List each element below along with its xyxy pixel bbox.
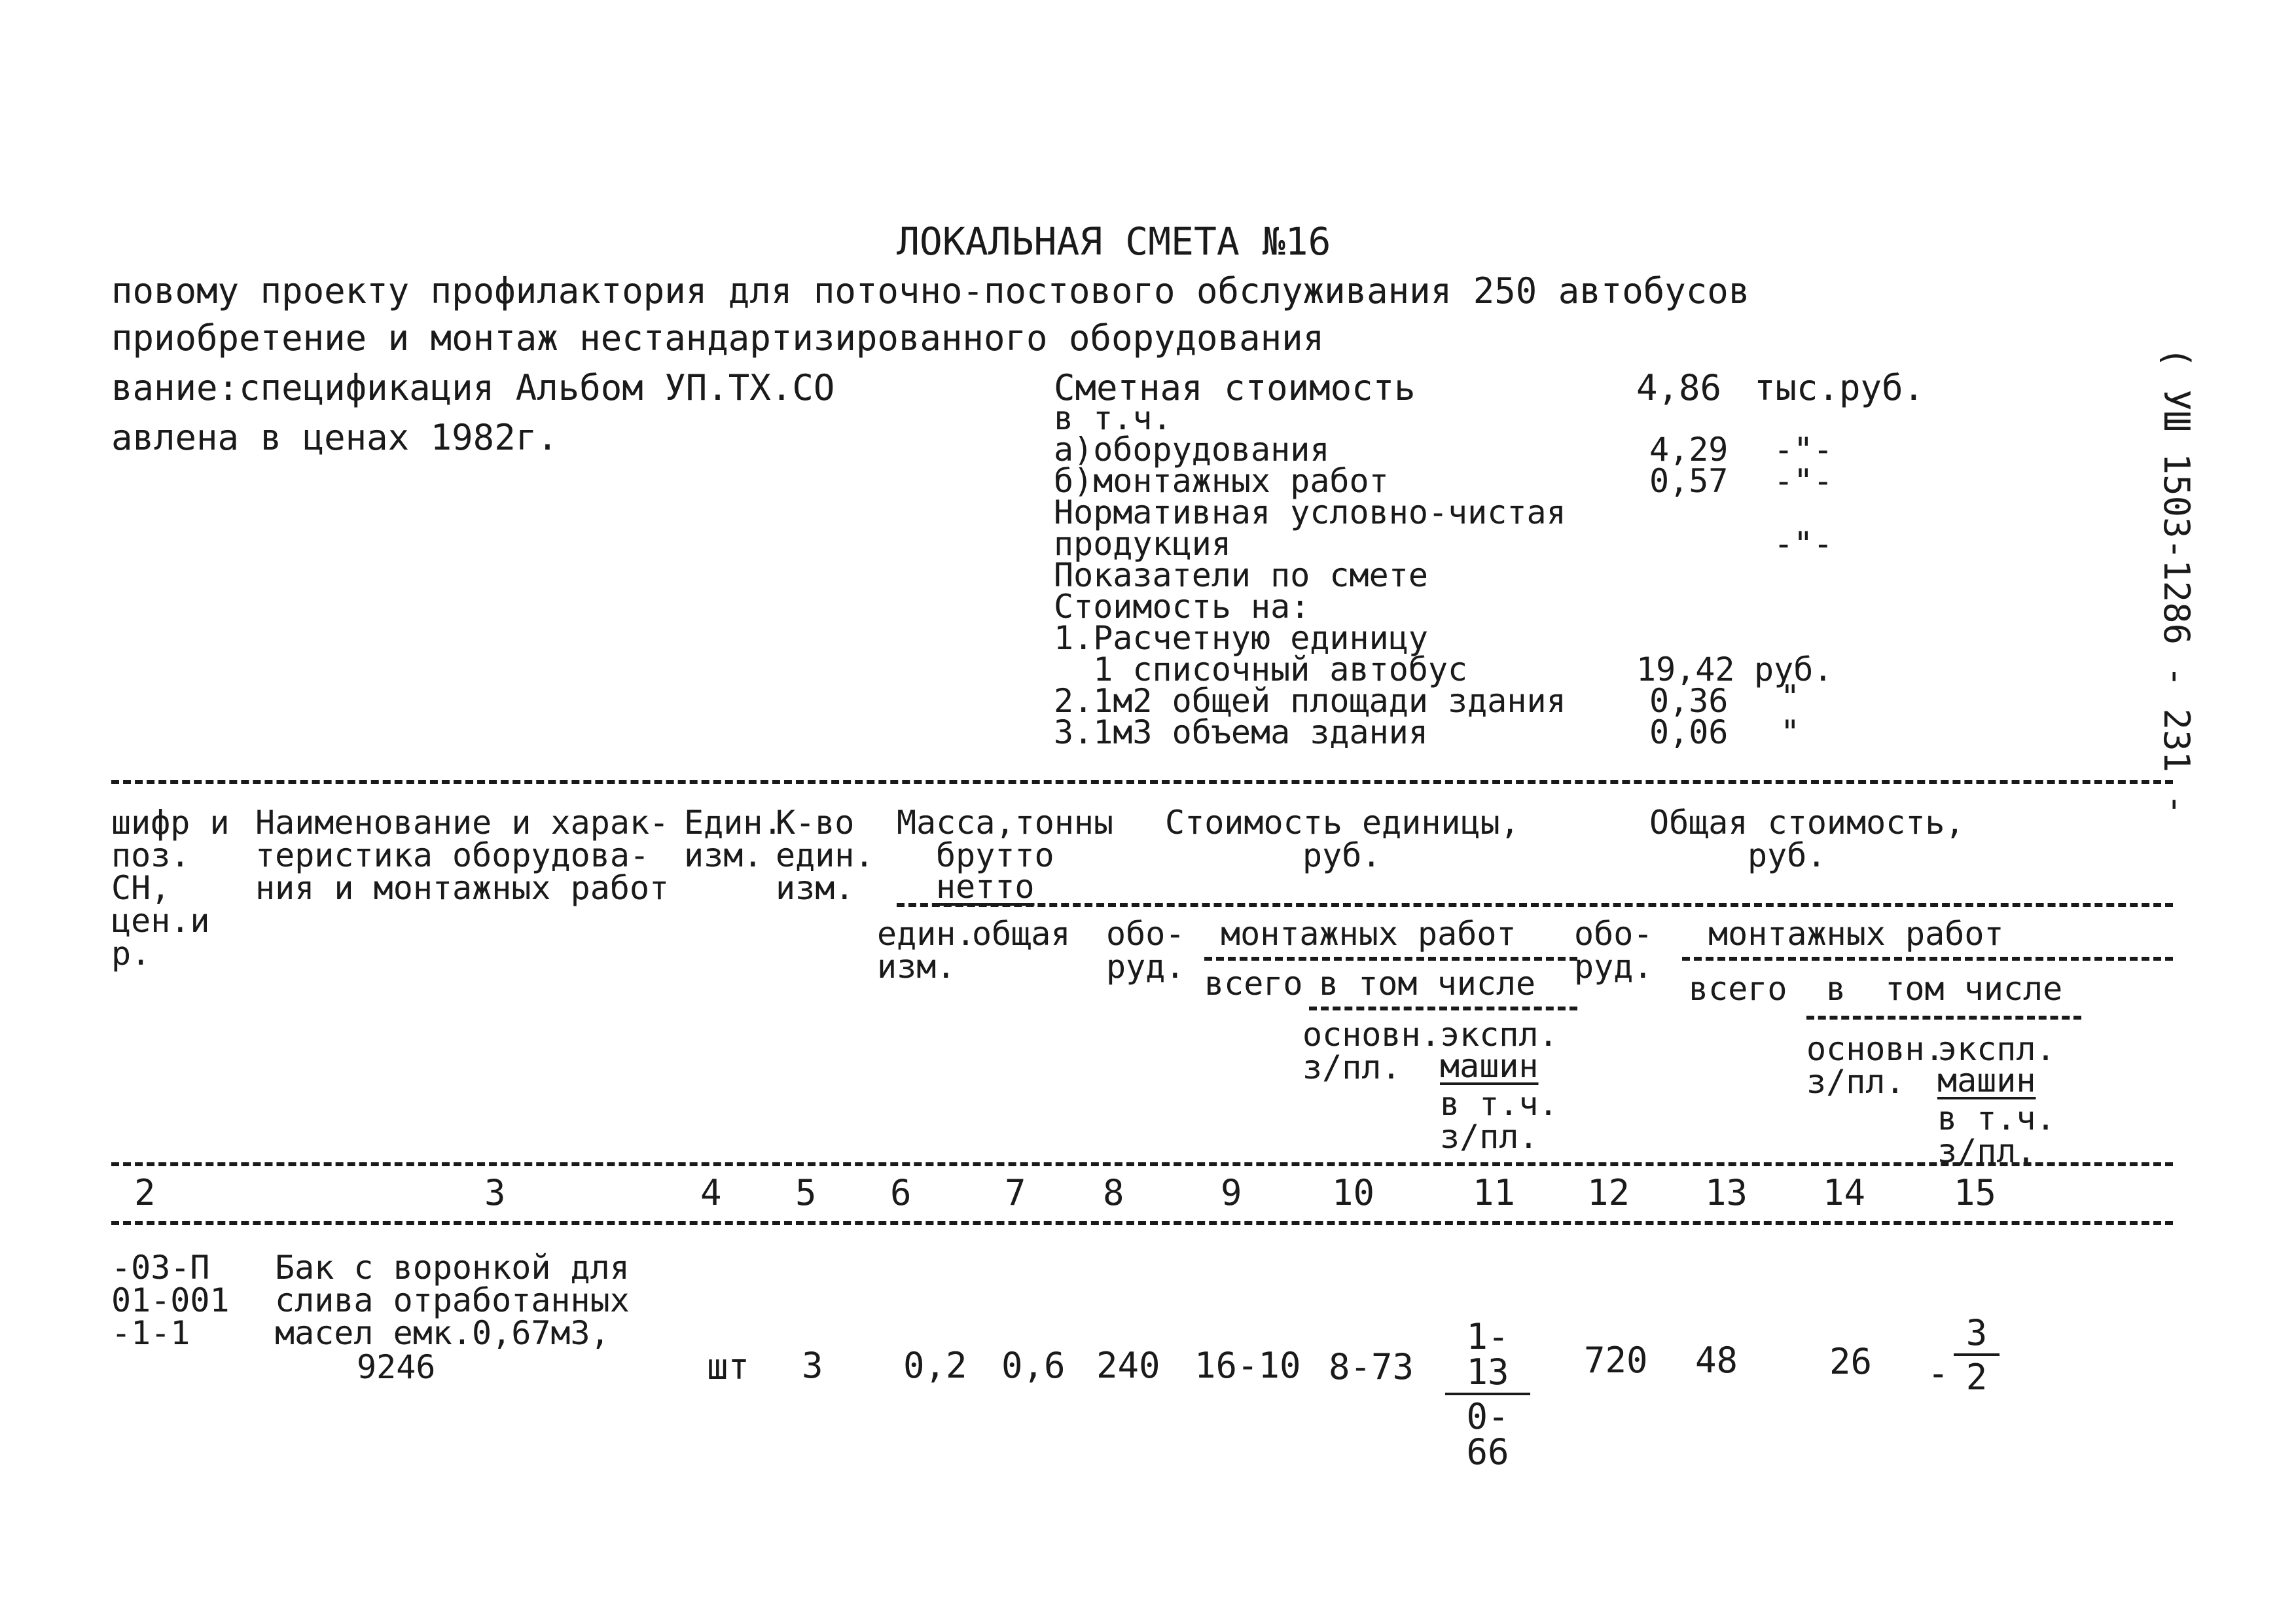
- mass-brutto: брутто: [936, 836, 1054, 874]
- unit-cost-title: Стоимость единицы,: [1165, 804, 1520, 842]
- row-install-total: 16-10: [1194, 1345, 1301, 1386]
- summary-label-equipment: а)оборудования: [1054, 431, 1330, 469]
- col-name-header: Наименование и харак- теристика оборудова- ния и монтажных работ: [255, 804, 670, 907]
- summary-unit2-value: 0,36: [1649, 682, 1729, 720]
- install-total-header: всего: [1204, 965, 1303, 1003]
- document-title: ЛОКАЛЬНАЯ СМЕТА №16: [897, 219, 1331, 264]
- colnum-top-rule: [111, 1162, 2173, 1166]
- summary-ditto-4: ": [1780, 678, 1801, 716]
- row-name-last: 9246: [357, 1348, 436, 1386]
- base-wage-header: основн. з/пл.: [1302, 1016, 1441, 1086]
- column-number: 13: [1705, 1172, 1748, 1213]
- column-number: 8: [1103, 1172, 1124, 1213]
- column-number: 6: [890, 1172, 912, 1213]
- row-total-machine-wage: 2: [1965, 1357, 1988, 1398]
- install-title-2: монтажных работ: [1708, 915, 2004, 953]
- install-title: монтажных работ: [1221, 915, 1516, 953]
- basis-line: вание:спецификация Альбом УП.ТХ.СО: [111, 367, 835, 408]
- summary-label-indicators: Показатели по смете: [1054, 556, 1428, 594]
- row-total-equip: 720: [1584, 1340, 1648, 1381]
- incl-header-2: в том числе: [1826, 970, 2063, 1008]
- column-number: 15: [1954, 1172, 1997, 1213]
- incl-rule-2: [1806, 1016, 2081, 1020]
- summary-ditto-1: -"-: [1774, 431, 1833, 469]
- summary-ditto-3: -"-: [1774, 525, 1833, 563]
- machine-header-2: машин: [1440, 1047, 1539, 1085]
- column-number: 3: [484, 1172, 506, 1213]
- row-name: Бак с воронкой для слива отработанных масел емк.0,67м3,: [275, 1249, 630, 1352]
- prices-line: авлена в ценах 1982г.: [111, 417, 558, 458]
- summary-label-unit1b: 1 списочный автобус: [1054, 651, 1468, 688]
- column-number: 12: [1587, 1172, 1630, 1213]
- column-number: 5: [795, 1172, 817, 1213]
- base-wage-header-2: основн. з/пл.: [1806, 1030, 1945, 1101]
- machine-header-b: экспл.: [1937, 1030, 2056, 1068]
- summary-total-unit: тыс.руб.: [1754, 367, 1925, 408]
- col-qty-header: К-во един. изм.: [776, 804, 874, 907]
- total-cost-title: Общая стоимость,: [1649, 804, 1965, 842]
- column-number: 7: [1005, 1172, 1026, 1213]
- machine-wage-header: в т.ч. з/пл.: [1440, 1085, 1558, 1156]
- row-qty: 3: [802, 1345, 823, 1386]
- mass-unit-header: един. изм.: [877, 915, 976, 986]
- row-mass-total: 0,6: [1001, 1345, 1066, 1386]
- incl-header: в том числе: [1319, 965, 1536, 1003]
- machine-header-b2: машин: [1937, 1061, 2036, 1099]
- column-number: 9: [1221, 1172, 1242, 1213]
- unit-cost-rub: руб.: [1302, 836, 1382, 874]
- row-install-base: 8-73: [1329, 1346, 1414, 1387]
- row-total-base: 26: [1829, 1341, 1873, 1382]
- summary-unit1-unit: руб.: [1754, 651, 1833, 688]
- total-cost-rub: руб.: [1748, 836, 1827, 874]
- summary-label-unit1: 1.Расчетную единицу: [1054, 619, 1428, 657]
- mass-netto: нетто: [936, 868, 1035, 906]
- summary-label-total: Сметная стоимость: [1054, 367, 1416, 408]
- summary-total-value: 4,86: [1636, 367, 1722, 408]
- summary-unit3-value: 0,06: [1649, 713, 1729, 751]
- header-mid-rule: [897, 903, 2173, 907]
- col-code-header: шифр и поз. СН, цен.и р.: [111, 804, 230, 972]
- machine-wage-header-2: в т.ч. з/пл.: [1937, 1099, 2056, 1170]
- row-machine-fraction: [1445, 1316, 1530, 1472]
- row-machine-value: 1-13: [1445, 1319, 1530, 1395]
- install-total-header-2: всего: [1689, 970, 1787, 1008]
- summary-label-install: б)монтажных работ: [1054, 462, 1389, 500]
- mass-title: Масса,тонны: [897, 804, 1114, 842]
- install-sub-rule-2: [1682, 957, 2173, 961]
- summary-unit1-value: 19,42: [1636, 651, 1735, 688]
- incl-rule: [1309, 1007, 1577, 1010]
- machine-header: экспл.: [1440, 1016, 1558, 1054]
- install-sub-rule: [1204, 957, 1577, 961]
- summary-install-value: 0,57: [1649, 462, 1729, 500]
- equip-cost-header-2: обо- руд.: [1574, 915, 1653, 986]
- table-top-rule: [111, 780, 2173, 784]
- summary-label-cost-on: Стоимость на:: [1054, 588, 1310, 626]
- side-registration-note: ( УШ 1503-1286 - 231 -: [2156, 347, 2197, 815]
- column-number: 10: [1332, 1172, 1375, 1213]
- row-total-machine-fraction: [1954, 1312, 2000, 1398]
- summary-label-net1: Нормативная условно-чистая: [1054, 493, 1566, 531]
- column-number: 4: [700, 1172, 722, 1213]
- row-unit: шт: [707, 1346, 750, 1387]
- column-number: 14: [1823, 1172, 1866, 1213]
- equip-cost-header: обо- руд.: [1106, 915, 1185, 986]
- row-equip-cost: 240: [1096, 1345, 1160, 1386]
- column-number: 11: [1473, 1172, 1516, 1213]
- summary-label-unit2: 2.1м2 общей площади здания: [1054, 682, 1566, 720]
- row-total-machine-value: 3: [1954, 1315, 2000, 1356]
- mass-total-header: общая: [972, 915, 1071, 953]
- row-minus-sign: -: [1928, 1353, 1949, 1394]
- project-line: повому проекту профилактория для поточно-постового обслуживания 250 автобусов: [111, 270, 1750, 312]
- purpose-line: приобретение и монтаж нестандартизированного оборудования: [111, 317, 1325, 359]
- colnum-bottom-rule: [111, 1221, 2173, 1225]
- summary-label-incl: в т.ч.: [1054, 399, 1172, 437]
- summary-label-unit3: 3.1м3 объема здания: [1054, 713, 1428, 751]
- row-total-install: 48: [1695, 1340, 1738, 1381]
- row-machine-wage: 0-66: [1466, 1396, 1509, 1472]
- summary-label-net2: продукция: [1054, 525, 1231, 563]
- summary-equipment-value: 4,29: [1649, 431, 1729, 469]
- col-unit-header: Един. изм.: [684, 804, 783, 874]
- summary-ditto-5: ": [1780, 713, 1801, 751]
- summary-ditto-2: -"-: [1774, 462, 1833, 500]
- row-mass-unit: 0,2: [903, 1345, 967, 1386]
- row-code: -03-П 01-001 -1-1: [111, 1249, 230, 1352]
- column-number: 2: [134, 1172, 156, 1213]
